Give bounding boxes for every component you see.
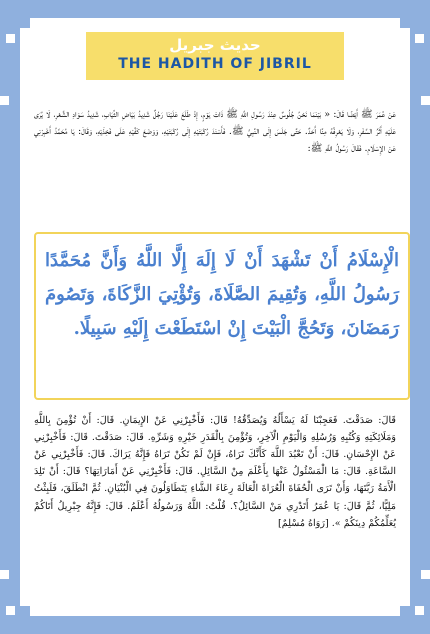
- page-corner-notch: [400, 18, 410, 28]
- page-corner-notch: [20, 606, 30, 616]
- frame-decoration: [6, 606, 15, 615]
- highlight-quote: الْإِسْلَامُ أَنْ تَشْهَدَ أَنْ لَا إِلَهَ إِلَّا اللَّهُ وَأَنَّ مُحَمَّدًا رَسُولُ اللَّهِ، وَتُقِيمَ الصَّلَاةَ، وَتُؤْتِيَ الزَّكَاةَ، وَتَصُومَ رَمَضَانَ، وَتَحُجَّ الْبَيْتَ إِنْ اسْتَطَعْتَ إِلَيْهِ سَبِيلًا.: [45, 250, 399, 339]
- frame-decoration: [415, 606, 424, 615]
- intro-paragraph: عَنْ عُمَرَ ﷺ أَيْضًا قَالَ: « بَيْنَمَا نَحْنُ جُلُوسٌ عِنْدَ رَسُولِ اللَّهِ ﷺ ذَاتَ يَوْمٍ، إِذْ طَلَعَ عَلَيْنَا رَجُلٌ شَدِيدُ بَيَاضِ الثِّيَابِ، شَدِيدُ سَوَادِ الشَّعْرِ، لَا يُرَى عَلَيْهِ أَثَرُ السَّفَرِ، وَلَا يَعْرِفُهُ مِنَّا أَحَدٌ. حَتَّى جَلَسَ إِلَى النَّبِيِّ ﷺ. فَأَسْنَدَ رُكْبَتَيْهِ إِلَى رُكْبَتَيْهِ، وَوَضَعَ كَفَّيْهِ عَلَى فَخِذَيْهِ، وَقَالَ: يَا مُحَمَّدُ أَخْبِرْنِي عَنْ الإِسْلَامِ. فَقَالَ رَسُولُ اللَّهِ ﷺ:: [34, 108, 396, 154]
- frame-decoration: [421, 96, 430, 105]
- title-band: [86, 32, 344, 80]
- frame-decoration: [0, 96, 9, 105]
- page-corner-notch: [20, 18, 30, 28]
- highlight-quote-box: [34, 232, 410, 400]
- page-corner-notch: [400, 606, 410, 616]
- title-english: THE HADITH OF JIBRIL: [118, 56, 312, 72]
- content-page: [20, 18, 410, 616]
- closing-paragraph: قَالَ: صَدَقْتَ. فَعَجِبْنَا لَهُ يَسْأَلُهُ وَيُصَدِّقُهُ! قَالَ: فَأَخْبِرْنِي عَنْ الإِيمَانِ. قَالَ: أَنْ تُؤْمِنَ بِاللَّهِ وَمَلَائِكَتِهِ وَكُتُبِهِ وَرُسُلِهِ وَالْيَوْمِ الْآخِرِ، وَتُؤْمِنَ بِالْقَدَرِ خَيْرِهِ وَشَرِّهِ. قَالَ: صَدَقْتَ. قَالَ: فَأَخْبِرْنِي عَنْ الإِحْسَانِ. قَالَ: أَنْ تَعْبُدَ اللَّهَ كَأَنَّكَ تَرَاهُ، فَإِنْ لَمْ تَكُنْ تَرَاهُ فَإِنَّهُ يَرَاكَ. قَالَ: فَأَخْبِرْنِي عَنْ السَّاعَةِ. قَالَ: مَا الْمَسْئُولُ عَنْهَا بِأَعْلَمَ مِنْ السَّائِلِ. قَالَ: فَأَخْبِرْنِي عَنْ أَمَارَاتِهَا؟ قَالَ: أَنْ تَلِدَ الْأَمَةُ رَبَّتَهَا، وَأَنْ تَرَى الْحُفَاةَ الْعُرَاةَ الْعَالَةَ رِعَاءَ الشَّاءِ يَتَطَاوَلُونَ فِي الْبُنْيَانِ. ثُمَّ انْطَلَقَ، فَلَبِثْتُ مَلِيًّا، ثُمَّ قَالَ: يَا عُمَرُ أَتَدْرِي مَنْ السَّائِلُ؟. قُلْتُ: اللَّهُ وَرَسُولُهُ أَعْلَمُ. قَالَ: فَإِنَّهُ جِبْرِيلُ أَتَاكُمْ يُعَلِّمُكُمْ دِينَكُمْ ». [رَوَاهُ مُسْلِمٌ]: [34, 414, 396, 529]
- frame-decoration: [415, 34, 424, 43]
- frame-decoration: [0, 570, 9, 579]
- frame-decoration: [421, 570, 430, 579]
- title-arabic: حديث جبريل: [169, 36, 261, 54]
- frame-decoration: [6, 34, 15, 43]
